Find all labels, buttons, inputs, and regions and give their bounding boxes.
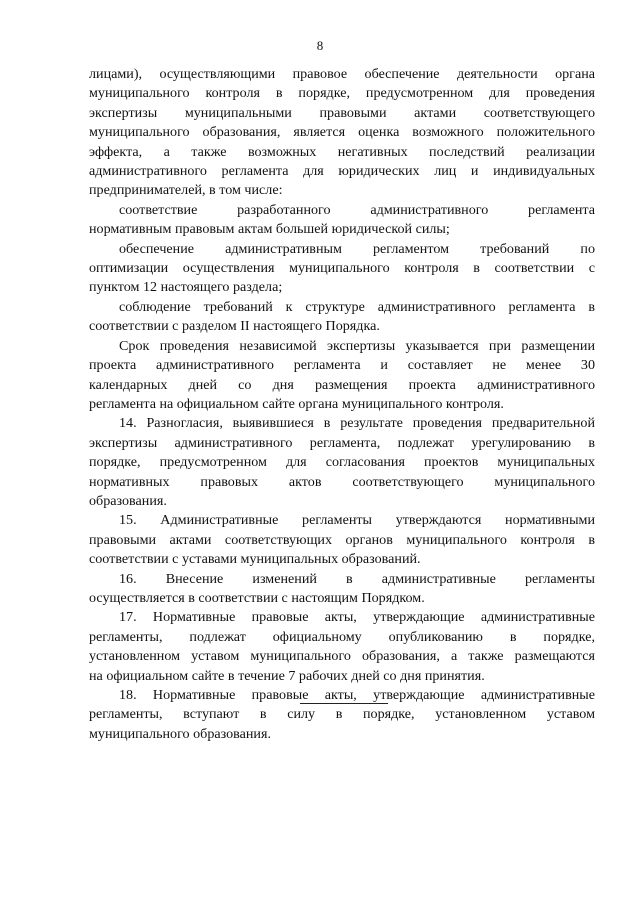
text-line: на официальном сайте в течение 7 рабочих дней со дня принятия. (89, 667, 485, 684)
document-body (89, 65, 595, 744)
paragraph (89, 201, 595, 240)
text-line: соответствие разработанного административного регламента (119, 201, 595, 218)
text-line: осуществляется в соответствии с настоящим Порядком. (89, 589, 425, 606)
text-line: образования. (89, 492, 167, 509)
text-line: административного регламента для юридических лиц и индивидуальных (89, 163, 595, 180)
text-line: календарных дней со дня размещения проекта административного (89, 376, 595, 393)
paragraph (89, 608, 595, 686)
paragraph (89, 337, 595, 415)
paragraph (89, 570, 595, 609)
text-line: 17. Нормативные правовые акты, утверждающие административные (119, 609, 595, 626)
text-line: порядке, предусмотренном для согласования проектов муниципальных (89, 454, 595, 471)
text-line: предпринимателей, в том числе: (89, 182, 283, 199)
text-line: проекта административного регламента и составляет не менее 30 (89, 357, 595, 374)
text-line: 18. Нормативные правовые акты, утверждающие административные (119, 687, 595, 703)
text-line: эффекта, а также возможных негативных последствий реализации (89, 143, 595, 160)
text-line: муниципального контроля в порядке, предусмотренном для проведения (89, 85, 595, 102)
paragraph (89, 511, 595, 569)
end-divider (300, 703, 388, 704)
text-line: экспертизы муниципальными правовыми актами соответствующего (89, 104, 595, 121)
text-line: 14. Разногласия, выявившиеся в результате проведения предварительной (119, 415, 595, 432)
text-line: 15. Административные регламенты утверждаются нормативными (119, 512, 595, 529)
text-line: пунктом 12 настоящего раздела; (89, 279, 283, 296)
paragraph (89, 65, 595, 201)
text-line: правовыми актами соответствующих органов муниципального контроля в (89, 531, 595, 548)
paragraph (89, 686, 595, 744)
text-line: регламента на официальном сайте органа муниципального контроля. (89, 395, 504, 412)
text-line: 16. Внесение изменений в административные регламенты (119, 570, 595, 587)
text-line: нормативных правовых актов соответствующего муниципального (89, 473, 595, 490)
text-line: экспертизы административного регламента, подлежат урегулированию в (89, 434, 595, 451)
text-line: нормативным правовым актам большей юридической силы; (89, 221, 450, 238)
text-line: установленном уставом муниципального образования, а также размещаются (89, 648, 595, 665)
text-line: муниципального образования, является оценка возможного положительного (89, 124, 595, 141)
paragraph (89, 298, 595, 337)
page-number: 8 (316, 38, 324, 53)
text-line: обеспечение административным регламентом требований по (119, 240, 595, 257)
text-line: регламенты, подлежат официальному опубликованию в порядке, (89, 628, 595, 645)
text-line: Срок проведения независимой экспертизы указывается при размещении (119, 337, 595, 354)
text-line: соответствии с разделом II настоящего Порядка. (89, 318, 380, 335)
paragraph (89, 240, 595, 298)
text-line: соблюдение требований к структуре административного регламента в (119, 298, 595, 315)
text-line: регламенты, вступают в силу в порядке, установленном уставом (89, 706, 595, 723)
text-line: оптимизации осуществления муниципального контроля в соответствии с (89, 260, 595, 277)
text-line: муниципального образования. (89, 725, 271, 742)
text-line: лицами), осуществляющими правовое обеспечение деятельности органа (89, 66, 595, 82)
paragraph (89, 414, 595, 511)
text-line: соответствии с уставами муниципальных образований. (89, 551, 421, 568)
